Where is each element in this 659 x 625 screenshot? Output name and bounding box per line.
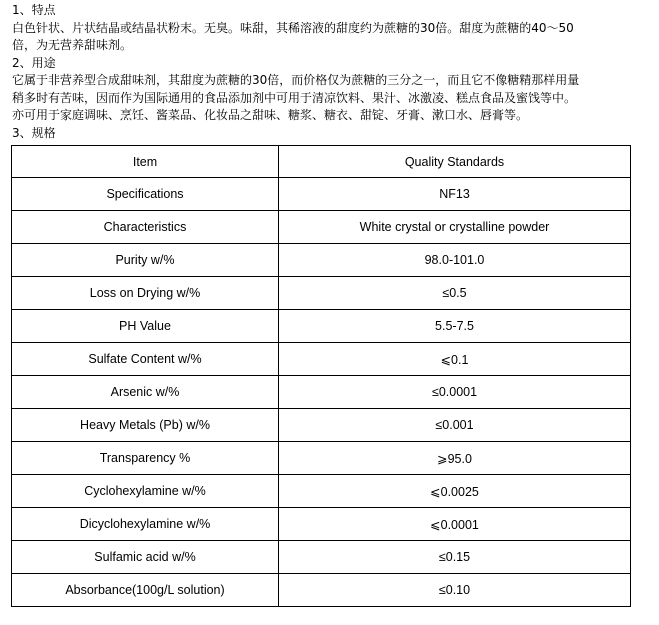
item-cell: Cyclohexylamine w/%: [12, 475, 279, 508]
table-row: [12, 244, 631, 277]
standard-cell: ≤0.15: [279, 541, 631, 574]
item-cell: Sulfate Content w/%: [12, 343, 279, 376]
table-row: [12, 178, 631, 211]
specifications-table: [11, 145, 631, 607]
standard-cell: ⩽0.0001: [279, 508, 631, 541]
section-heading-features: 1、特点: [12, 3, 56, 17]
table-row: [12, 211, 631, 244]
item-cell: PH Value: [12, 310, 279, 343]
standard-cell: White crystal or crystalline powder: [279, 211, 631, 244]
item-cell: Absorbance(100g/L solution): [12, 574, 279, 607]
standard-cell: ⩽0.0025: [279, 475, 631, 508]
standard-cell: ≤0.001: [279, 409, 631, 442]
uses-line: 它属于非营养型合成甜味剂，其甜度为蔗糖的30倍，而价格仅为蔗糖的三分之一，而且它不像糖精那样用量: [12, 73, 580, 87]
features-line: 倍，为无营养甜味剂。: [12, 38, 133, 52]
standard-cell: NF13: [279, 178, 631, 211]
item-cell: Characteristics: [12, 211, 279, 244]
item-cell: Arsenic w/%: [12, 376, 279, 409]
standard-cell: ≤0.0001: [279, 376, 631, 409]
table-body: [12, 178, 631, 607]
table-row: [12, 574, 631, 607]
table-row: [12, 541, 631, 574]
standard-cell: ≤0.10: [279, 574, 631, 607]
section-heading-uses: 2、用途: [12, 55, 56, 70]
item-cell: Transparency %: [12, 442, 279, 475]
table-row: [12, 475, 631, 508]
standard-cell: ⩽0.1: [279, 343, 631, 376]
uses-line: 稍多时有苦味，因而作为国际通用的食品添加剂中可用于清凉饮料、果汁、冰激凌、糕点食品及蜜饯等中。: [12, 90, 577, 105]
table-row: [12, 376, 631, 409]
item-cell: Sulfamic acid w/%: [12, 541, 279, 574]
table-row: [12, 442, 631, 475]
item-cell: Purity w/%: [12, 244, 279, 277]
table-row: [12, 409, 631, 442]
item-cell: Dicyclohexylamine w/%: [12, 508, 279, 541]
table-row: [12, 343, 631, 376]
table-row: [12, 277, 631, 310]
standard-cell: ⩾95.0: [279, 442, 631, 475]
standard-cell: 98.0-101.0: [279, 244, 631, 277]
standard-cell: ≤0.5: [279, 277, 631, 310]
features-line: 白色针状、片状结晶或结晶状粉末。无臭。味甜，其稀溶液的甜度约为蔗糖的30倍。甜度为蔗糖的40～50: [12, 20, 574, 35]
table-header-row: [12, 146, 631, 178]
item-cell: Heavy Metals (Pb) w/%: [12, 409, 279, 442]
item-cell: Loss on Drying w/%: [12, 277, 279, 310]
section-heading-specs: 3、规格: [12, 125, 56, 140]
column-header-item: Item: [12, 146, 279, 178]
uses-line: 亦可用于家庭调味、烹饪、酱菜品、化妆品之甜味、糖浆、糖衣、甜锭、牙膏、漱口水、唇膏等。: [12, 108, 529, 122]
standard-cell: 5.5-7.5: [279, 310, 631, 343]
column-header-quality-standards: Quality Standards: [279, 146, 631, 178]
table-row: [12, 508, 631, 541]
table-row: [12, 310, 631, 343]
item-cell: Specifications: [12, 178, 279, 211]
description-text: [12, 2, 652, 142]
